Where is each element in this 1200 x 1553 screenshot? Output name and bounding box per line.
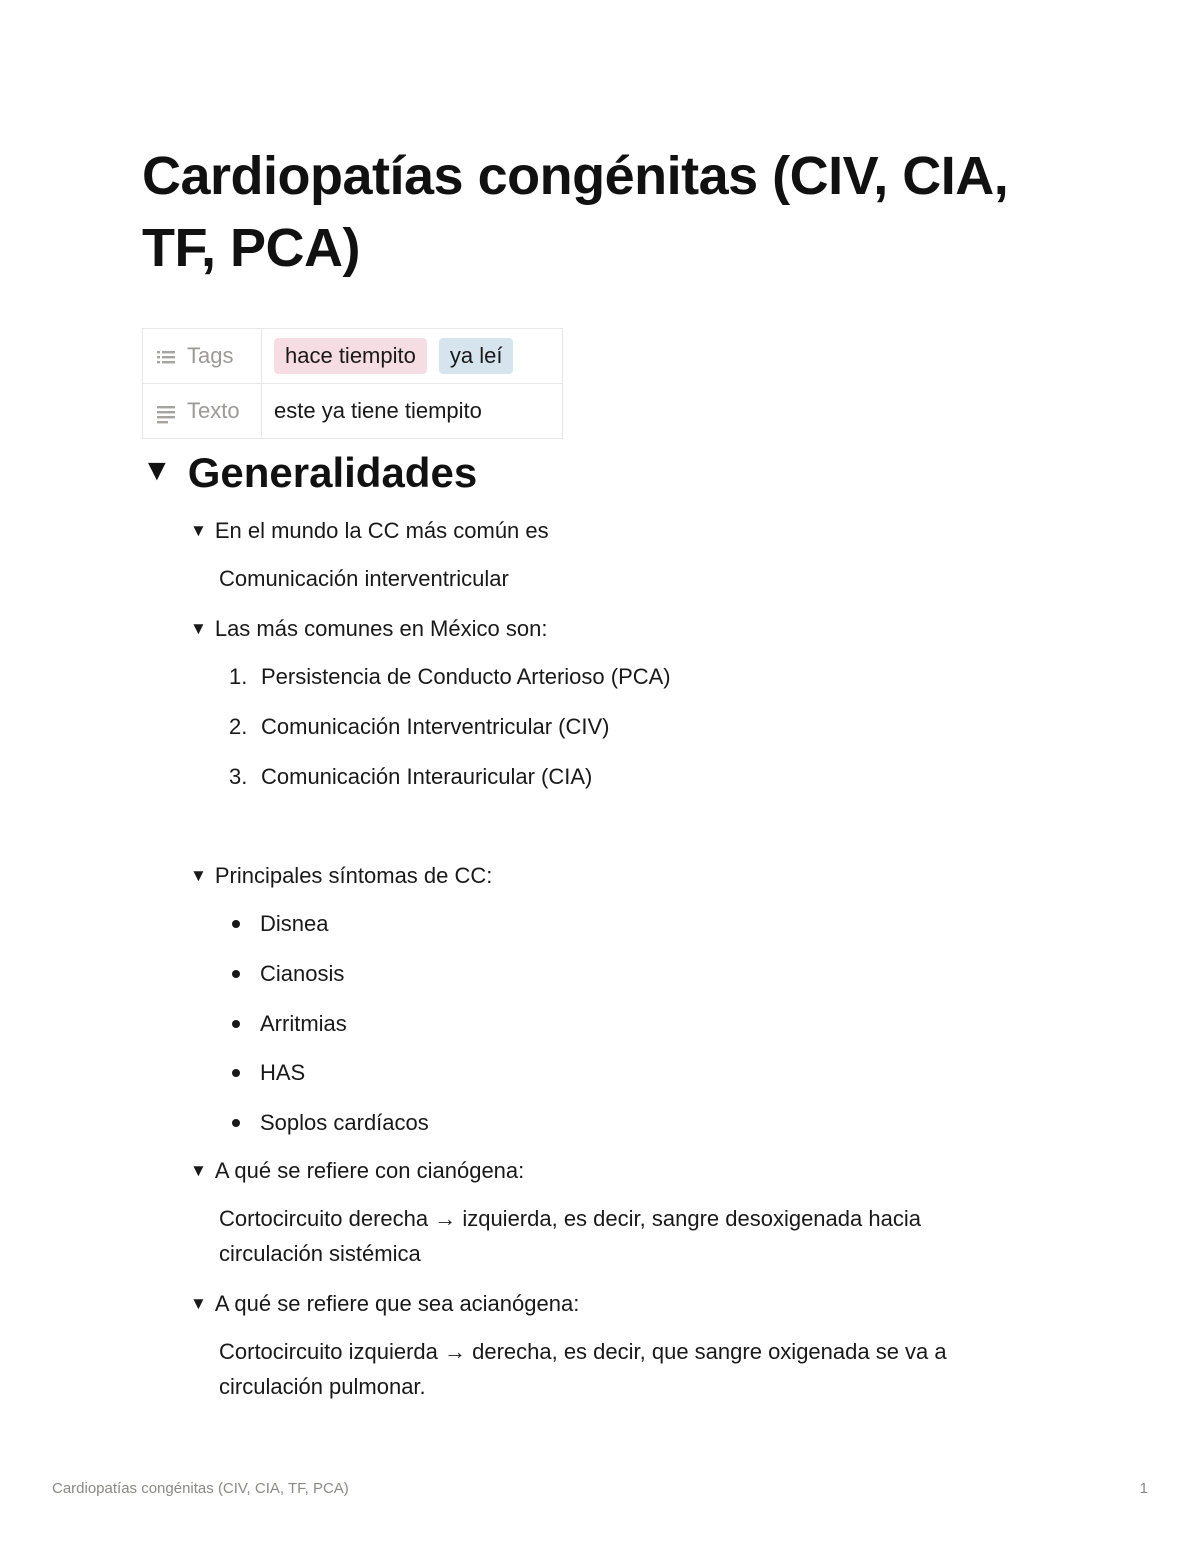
- bullet-dot-icon: [232, 1119, 240, 1127]
- property-name-texto[interactable]: [143, 384, 262, 439]
- toggle-content-line: Cortocircuito izquierda → derecha, es decir, que sangre oxigenada se va a: [219, 1339, 947, 1364]
- bullet-dot-icon: [232, 970, 240, 978]
- toggle-triangle-icon[interactable]: ▼: [190, 521, 207, 540]
- toggle-label: A qué se refiere con cianógena:: [214, 1158, 525, 1183]
- bulleted-list-item: [229, 1056, 305, 1090]
- toggle-sintomas[interactable]: [190, 859, 492, 895]
- property-value-tags[interactable]: [262, 329, 563, 384]
- toggle-mundo[interactable]: [190, 514, 549, 550]
- toggle-triangle-icon[interactable]: ▼: [142, 454, 172, 487]
- property-row-texto: [143, 384, 563, 439]
- text-lines-icon: [155, 403, 177, 425]
- property-label-tags: Tags: [187, 343, 234, 368]
- toggle-acianogena[interactable]: [190, 1287, 579, 1323]
- list-number: 3.: [229, 764, 248, 789]
- toggle-mexico[interactable]: [190, 612, 547, 648]
- section-heading-text: Generalidades: [187, 449, 478, 496]
- toggle-cianogena[interactable]: [190, 1154, 524, 1190]
- property-name-tags[interactable]: [143, 329, 262, 384]
- toggle-triangle-icon[interactable]: ▼: [190, 866, 207, 885]
- property-value-texto[interactable]: [262, 384, 563, 439]
- bulleted-list-item: [229, 1106, 429, 1140]
- property-row-tags: [143, 329, 563, 384]
- tag-pill[interactable]: hace tiempito: [274, 338, 427, 374]
- section-heading-generalidades[interactable]: [142, 446, 477, 500]
- toggle-label: Principales síntomas de CC:: [214, 863, 493, 888]
- bullet-dot-icon: [232, 1069, 240, 1077]
- list-item-text: Arritmias: [260, 1011, 347, 1036]
- texto-value: este ya tiene tiempito: [274, 398, 482, 423]
- list-item-text: Disnea: [260, 911, 329, 936]
- toggle-content-line: circulación pulmonar.: [219, 1374, 426, 1399]
- bulleted-list-item: [229, 957, 344, 991]
- list-number: 2.: [229, 714, 248, 739]
- footer-title: Cardiopatías congénitas (CIV, CIA, TF, PCA): [52, 1480, 349, 1497]
- list-icon: [155, 348, 177, 370]
- properties-table: [142, 328, 563, 439]
- bullet-dot-icon: [232, 1020, 240, 1028]
- numbered-list-item: [229, 710, 609, 744]
- toggle-triangle-icon[interactable]: ▼: [190, 619, 207, 638]
- list-item-text: Persistencia de Conducto Arterioso (PCA): [261, 664, 671, 689]
- list-item-text: Comunicación Interventricular (CIV): [261, 714, 610, 739]
- numbered-list-item: [229, 660, 671, 694]
- tag-pill[interactable]: ya leí: [439, 338, 514, 374]
- toggle-label: En el mundo la CC más común es: [214, 518, 549, 543]
- toggle-label: Las más comunes en México son:: [214, 616, 548, 641]
- page-title: Cardiopatías congénitas (CIV, CIA, TF, PCA): [142, 146, 1009, 278]
- list-item-text: HAS: [260, 1060, 306, 1085]
- toggle-triangle-icon[interactable]: ▼: [190, 1161, 207, 1180]
- list-item-text: Comunicación Interauricular (CIA): [261, 764, 593, 789]
- footer-page-number: 1: [1139, 1480, 1148, 1497]
- bulleted-list-item: [229, 907, 328, 941]
- toggle-content: Comunicación interventricular: [219, 566, 509, 591]
- toggle-label: A qué se refiere que sea acianógena:: [214, 1291, 580, 1316]
- property-label-texto: Texto: [187, 398, 240, 423]
- toggle-content-line: Cortocircuito derecha → izquierda, es decir, sangre desoxigenada hacia: [219, 1206, 921, 1231]
- bulleted-list-item: [229, 1007, 347, 1041]
- toggle-content-line: circulación sistémica: [219, 1241, 421, 1266]
- list-item-text: Cianosis: [260, 961, 345, 986]
- numbered-list-item: [229, 760, 592, 794]
- list-number: 1.: [229, 664, 248, 689]
- list-item-text: Soplos cardíacos: [260, 1110, 429, 1135]
- bullet-dot-icon: [232, 920, 240, 928]
- toggle-triangle-icon[interactable]: ▼: [190, 1294, 207, 1313]
